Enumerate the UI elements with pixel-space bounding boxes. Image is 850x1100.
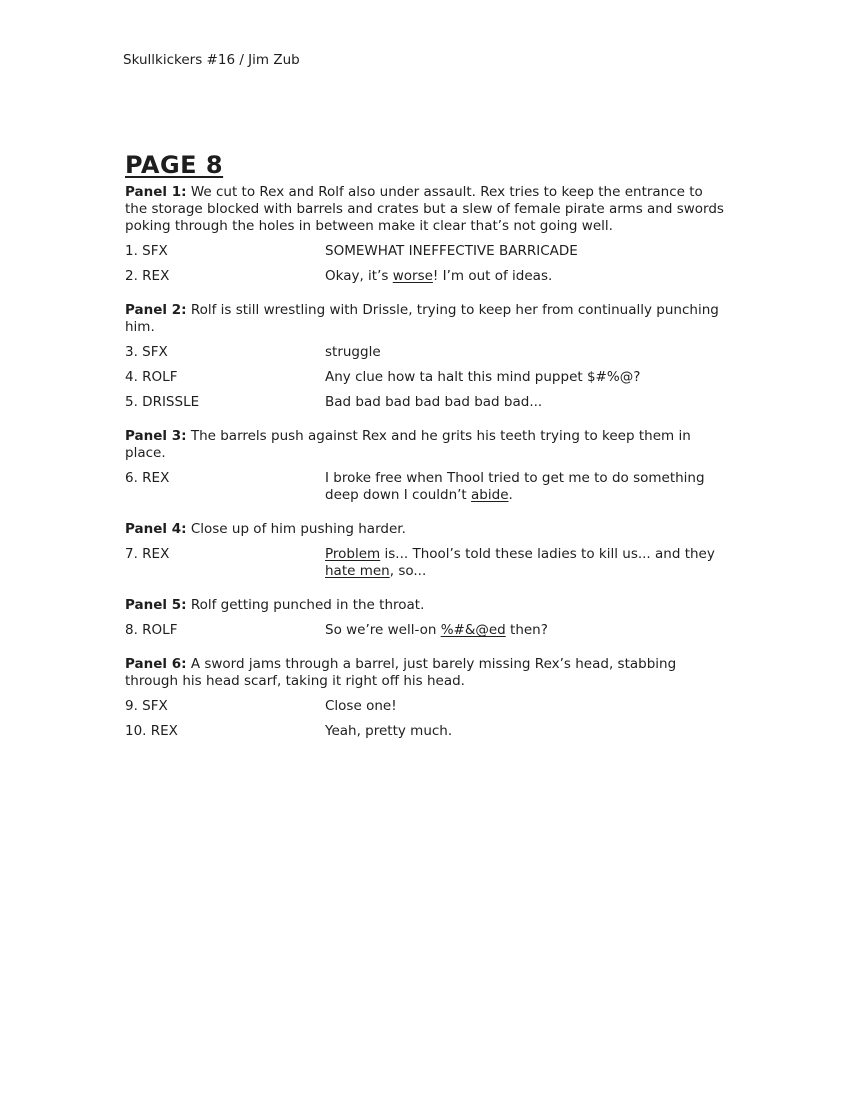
dialogue-cell: Close one!	[325, 698, 397, 714]
panel-description: Close up of him pushing harder.	[186, 521, 406, 537]
dialogue-row	[125, 243, 725, 260]
dialogue-cell: Problem is... Thool’s told these ladies to kill us... and they hate men, so...	[325, 546, 715, 579]
panel-lines	[125, 698, 725, 740]
panel-heading	[125, 656, 725, 690]
dialogue-row	[125, 698, 725, 715]
panel-lines	[125, 470, 725, 504]
panel-block	[125, 184, 725, 285]
panel-block	[125, 597, 725, 639]
dialogue-row	[125, 470, 725, 504]
speaker-cell: 9. SFX	[125, 698, 168, 714]
speaker-cell: 4. ROLF	[125, 369, 178, 385]
script-header: Skullkickers #16 / Jim Zub	[123, 52, 300, 68]
dialogue-cell: Yeah, pretty much.	[325, 723, 453, 739]
script-content	[123, 0, 725, 740]
dialogue-row	[125, 369, 725, 386]
panel-description: We cut to Rex and Rolf also under assault. Rex tries to keep the entrance to the storage blocked with barrels and crates but a slew of female pirate arms and swords poking through the holes in between make it clear that’s not going well.	[125, 184, 724, 234]
panel-lines	[125, 546, 725, 580]
panel-heading	[125, 521, 725, 538]
speaker-cell: 3. SFX	[125, 344, 168, 360]
panel-description: A sword jams through a barrel, just barely missing Rex’s head, stabbing through his head scarf, taking it right off his head.	[125, 656, 677, 689]
speaker-cell: 2. REX	[125, 268, 170, 284]
speaker-cell: 1. SFX	[125, 243, 168, 259]
dialogue-row	[125, 546, 725, 580]
speaker-cell: 10. REX	[125, 723, 178, 739]
panel-label: Panel 2:	[125, 302, 187, 318]
panel-description: Rolf is still wrestling with Drissle, trying to keep her from continually punching him.	[125, 302, 719, 335]
panel-heading	[125, 428, 725, 462]
panel-block	[125, 428, 725, 504]
panel-label: Panel 1:	[125, 184, 187, 200]
page-title: PAGE 8	[125, 151, 224, 179]
panel-lines	[125, 622, 725, 639]
panel-label: Panel 6:	[125, 656, 187, 672]
panel-description: Rolf getting punched in the throat.	[186, 597, 425, 613]
panel-lines	[125, 344, 725, 411]
dialogue-row	[125, 268, 725, 285]
dialogue-row	[125, 394, 725, 411]
panel-heading	[125, 597, 725, 614]
panel-block	[125, 521, 725, 580]
panel-block	[125, 302, 725, 411]
dialogue-cell: Any clue how ta halt this mind puppet $#%@?	[325, 369, 641, 385]
dialogue-row	[125, 344, 725, 361]
dialogue-cell: struggle	[325, 344, 381, 360]
dialogue-cell: So we’re well-on %#&@ed then?	[325, 622, 548, 638]
panel-label: Panel 3:	[125, 428, 187, 444]
dialogue-row	[125, 723, 725, 740]
dialogue-cell: Okay, it’s worse! I’m out of ideas.	[325, 268, 553, 284]
panel-description: The barrels push against Rex and he grits his teeth trying to keep them in place.	[125, 428, 691, 461]
dialogue-cell: SOMEWHAT INEFFECTIVE BARRICADE	[325, 243, 578, 259]
panel-heading	[125, 302, 725, 336]
panel-label: Panel 5:	[125, 597, 187, 613]
speaker-cell: 8. ROLF	[125, 622, 178, 638]
panel-block	[125, 656, 725, 740]
speaker-cell: 7. REX	[125, 546, 170, 562]
speaker-cell: 6. REX	[125, 470, 170, 486]
dialogue-row	[125, 622, 725, 639]
panel-lines	[125, 243, 725, 285]
dialogue-cell: I broke free when Thool tried to get me to do something deep down I couldn’t abide.	[325, 470, 705, 503]
speaker-cell: 5. DRISSLE	[125, 394, 200, 410]
panel-label: Panel 4:	[125, 521, 187, 537]
dialogue-cell: Bad bad bad bad bad bad bad...	[325, 394, 543, 410]
panel-heading	[125, 184, 725, 235]
panels	[125, 184, 725, 740]
